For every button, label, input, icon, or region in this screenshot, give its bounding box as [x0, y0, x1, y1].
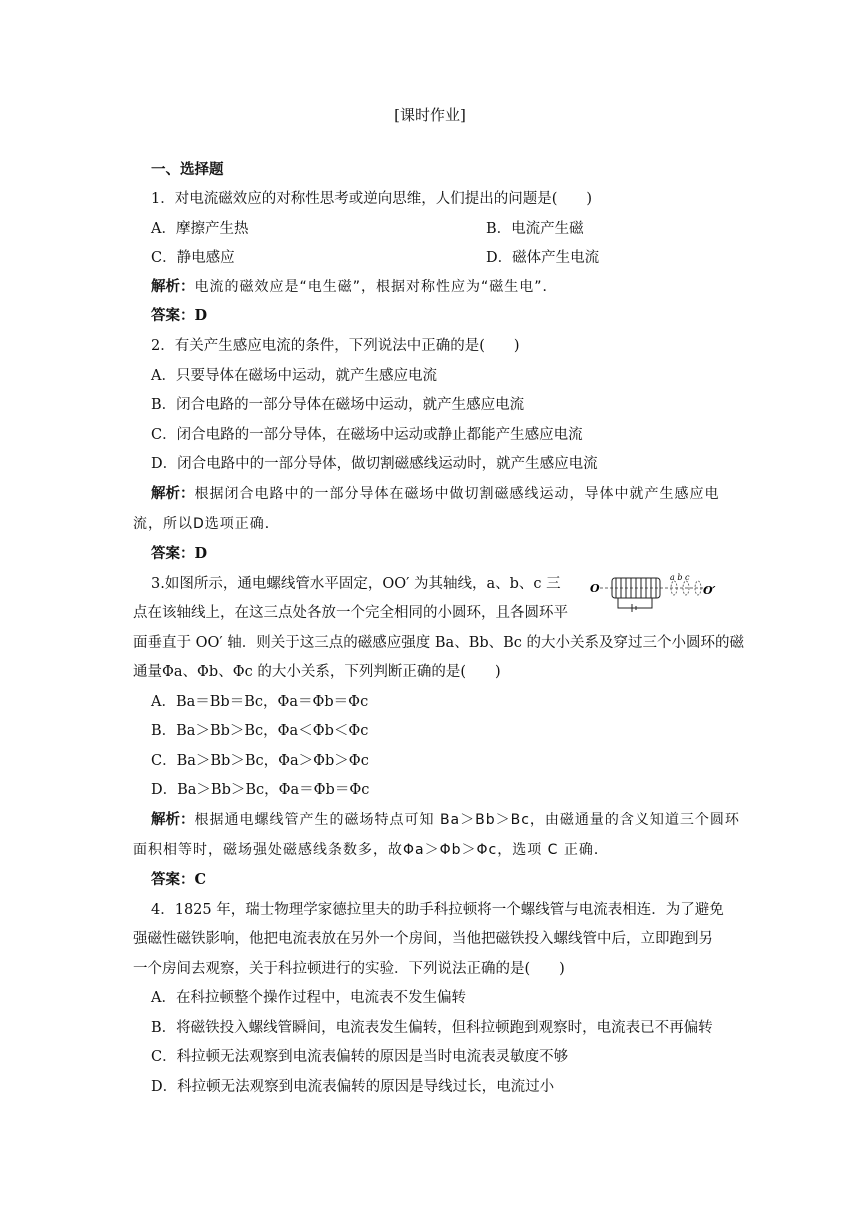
page-title: [课时作业]: [394, 106, 466, 124]
q3-analysis-line1: [151, 810, 740, 830]
q3-option-d: D．Ba＞Bb＞Bc，Φa＝Φb＝Φc: [151, 782, 370, 798]
q3-stem-line1: 3.如图所示，通电螺线管水平固定，OO′ 为其轴线，a、b、c 三: [151, 576, 561, 592]
analysis-label: 解析：: [151, 485, 195, 502]
battery-circuit: [618, 598, 652, 612]
diagram-label-o: O: [590, 582, 600, 595]
q1-answer: 答案：D: [151, 307, 208, 324]
q3-option-c: C．Ba＞Bb＞Bc，Φa＞Φb＞Φc: [151, 753, 369, 769]
solenoid-diagram: [590, 572, 720, 612]
q4-option-c: C．科拉顿无法观察到电流表偏转的原因是当时电流表灵敏度不够: [151, 1049, 569, 1065]
q2-analysis-line1: [151, 484, 720, 504]
q1-option-d: D．磁体产生电流: [486, 250, 600, 266]
q3-option-b: B．Ba＞Bb＞Bc，Φa＜Φb＜Φc: [151, 723, 369, 739]
q4-stem-line1: 4．1825 年，瑞士物理学家德拉里夫的助手科拉顿将一个螺线管与电流表相连．为了避免: [151, 902, 724, 918]
analysis-text: 根据闭合电路中的一部分导体在磁场中做切割磁感线运动，导体中就产生感应电: [194, 486, 720, 502]
q1-analysis: [151, 277, 558, 297]
q4-option-a: A．在科拉顿整个操作过程中，电流表不发生偏转: [151, 990, 466, 1006]
q2-answer: 答案：D: [151, 545, 208, 562]
q2-option-b: B．闭合电路的一部分导体在磁场中运动，就产生感应电流: [151, 397, 525, 413]
q2-option-c: C．闭合电路的一部分导体，在磁场中运动或静止都能产生感应电流: [151, 427, 583, 443]
section-heading: 一、选择题: [151, 161, 224, 178]
q4-stem-line3: 一个房间去观察，关于科拉顿进行的实验．下列说法正确的是( ): [133, 961, 565, 977]
q4-stem-line2: 强磁性磁铁影响，他把电流表放在另外一个房间，当他把磁铁投入螺线管中后，立即跑到另: [133, 931, 713, 947]
q1-stem: 1．对电流磁效应的对称性思考或逆向思维，人们提出的问题是( ): [151, 191, 593, 207]
q3-stem-line4: 通量Φa、Φb、Φc 的大小关系，下列判断正确的是( ): [133, 664, 501, 680]
diagram-points: a b c: [670, 573, 690, 582]
q1-option-b: B．电流产生磁: [486, 221, 584, 237]
q1-option-a: A．摩擦产生热: [151, 221, 249, 237]
q2-analysis-line2: 流，所以D选项正确．: [133, 516, 280, 532]
analysis-text: 根据通电螺线管产生的磁场特点可知 Ba＞Bb＞Bc，由磁通量的含义知道三个圆环: [194, 812, 740, 828]
analysis-label: 解析：: [151, 278, 195, 295]
analysis-text: 电流的磁效应是“电生磁”，根据对称性应为“磁生电”．: [194, 279, 558, 295]
q2-stem: 2．有关产生感应电流的条件，下列说法中正确的是( ): [151, 338, 520, 354]
q3-analysis-line2: 面积相等时，磁场强处磁感线条数多，故Φa＞Φb＞Φc，选项 C 正确．: [133, 842, 609, 858]
q3-stem-line2: 点在该轴线上，在这三点处各放一个完全相同的小圆环，且各圆环平: [133, 605, 568, 621]
q2-option-a: A．只要导体在磁场中运动，就产生感应电流: [151, 368, 437, 384]
q4-option-b: B．将磁铁投入螺线管瞬间，电流表发生偏转，但科拉顿跑到观察时，电流表已不再偏转: [151, 1020, 713, 1036]
analysis-label: 解析：: [151, 811, 195, 828]
q2-option-d: D．闭合电路中的一部分导体，做切割磁感线运动时，就产生感应电流: [151, 456, 598, 472]
diagram-label-o-prime: O′: [703, 584, 716, 597]
q4-option-d: D．科拉顿无法观察到电流表偏转的原因是导线过长，电流过小: [151, 1079, 555, 1095]
q3-option-a: A．Ba＝Bb＝Bc，Φa＝Φb＝Φc: [151, 694, 369, 710]
q3-answer: 答案：C: [151, 871, 207, 888]
q3-stem-line3: 面垂直于 OO′ 轴．则关于这三点的磁感应强度 Ba、Bb、Bc 的大小关系及穿过三个小圆环的磁: [133, 635, 745, 651]
q1-option-c: C．静电感应: [151, 250, 235, 266]
